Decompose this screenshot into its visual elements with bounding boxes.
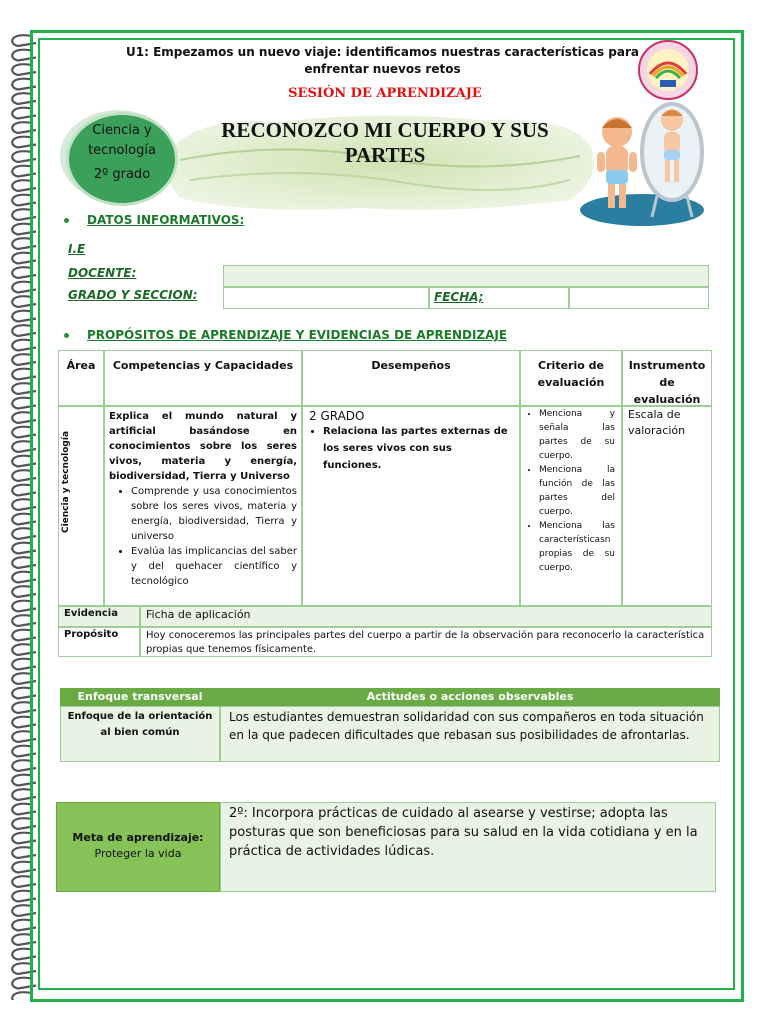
ie-label: I.E — [68, 242, 86, 256]
instrumento-cell — [622, 406, 712, 606]
proposito-value: Hoy conoceremos las principales partes del cuerpo a partir de la observación para reconocerlo la característica propias que tenemos físicamente. — [140, 627, 712, 657]
area-vertical-text: Ciencia y tecnología — [61, 430, 71, 534]
criterio-item: • Menciona las característicasn propias de su cuerpo. — [539, 519, 615, 575]
grade-label: 2º grado — [93, 167, 151, 182]
fecha-cell — [429, 287, 569, 309]
enfoque-name: Enfoque de la orientación al bien común — [60, 706, 220, 762]
area-line-2: tecnología — [88, 143, 156, 158]
capacidad-item: • Evalúa las implicancias del saber y del quehacer científico y tecnológico — [131, 544, 297, 589]
meta-sub: Proteger la vida — [94, 847, 182, 860]
child-mirror-illustration — [572, 92, 722, 232]
area-line-1: Ciencia y — [92, 123, 152, 138]
session-label: SESIÓN DE APRENDIZAJE — [288, 86, 482, 101]
school-logo — [638, 40, 698, 100]
enfoque-header-left: Enfoque transversal — [60, 688, 220, 706]
criterio-item: • Menciona la función de las partes del cuerpo. — [539, 463, 615, 519]
lesson-title: RECONOZCO MI CUERPO Y SUS PARTES — [221, 118, 549, 167]
desempenos-cell — [302, 406, 520, 606]
section-datos-heading — [64, 213, 244, 227]
header-competencias: Competencias y Capacidades — [104, 350, 302, 406]
header-desempenos: Desempeños — [302, 350, 520, 406]
section-propositos-heading — [64, 328, 507, 342]
competencia-text: Explica el mundo natural y artificial basándose en conocimientos sobre los seres vivos, materia y energía, biodiversidad, Tierra y Universo — [109, 411, 297, 482]
header-instrumento: Instrumento de evaluación — [622, 350, 712, 406]
fecha-label: FECHA; — [434, 290, 484, 304]
proposito-label: Propósito — [58, 627, 140, 657]
docente-label: DOCENTE: — [68, 266, 137, 280]
criterio-item: • Menciona y señala las partes de su cuerpo. — [539, 407, 615, 463]
header-area: Área — [58, 350, 104, 406]
capacidad-item: • Comprende y usa conocimientos sobre los seres vivos, materia y energía, biodiversidad, Tierra y universo — [131, 484, 297, 544]
grado-value-box — [223, 287, 429, 309]
bullet-dot — [64, 218, 69, 223]
enfoque-header-right: Actitudes o acciones observables — [220, 688, 720, 706]
evidencia-value: Ficha de aplicación — [140, 606, 712, 627]
competencias-cell — [104, 406, 302, 606]
evidencia-label: Evidencia — [58, 606, 140, 627]
grado-text: 2 GRADO — [309, 409, 365, 423]
section-propositos-text: PROPÓSITOS DE APRENDIZAJE Y EVIDENCIAS DE APRENDIZAJE — [87, 328, 508, 342]
bullet-dot — [64, 333, 69, 338]
area-circle — [66, 112, 178, 206]
meta-label-box — [56, 802, 220, 892]
grado-seccion-label: GRADO Y SECCION: — [68, 288, 198, 302]
header-criterio: Criterio de evaluación — [520, 350, 622, 406]
meta-text: 2º: Incorpora prácticas de cuidado al asearse y vestirse; adopta las posturas que son beneficiosas para su salud en la vida cotidiana y en la práctica de actividades lúdicas. — [220, 802, 716, 892]
section-datos-text: DATOS INFORMATIVOS: — [87, 213, 245, 227]
docente-value-box — [223, 265, 709, 287]
enfoque-text: Los estudiantes demuestran solidaridad con sus compañeros en toda situación en la que padecen dificultades que rebasan sus posibilidades de afrontarlas. — [220, 706, 720, 762]
criterio-cell — [520, 406, 622, 606]
desempeno-item: • Relaciona las partes externas de los seres vivos con sus funciones. — [323, 423, 513, 474]
meta-label: Meta de aprendizaje: — [72, 831, 204, 844]
unit-title: U1: Empezamos un nuevo viaje: identificamos nuestras características para enfrentar nuevos retos — [126, 45, 639, 76]
instrumento-text: Escala de valoración — [628, 408, 686, 437]
area-cell — [58, 406, 104, 606]
fecha-value-box — [569, 287, 709, 309]
